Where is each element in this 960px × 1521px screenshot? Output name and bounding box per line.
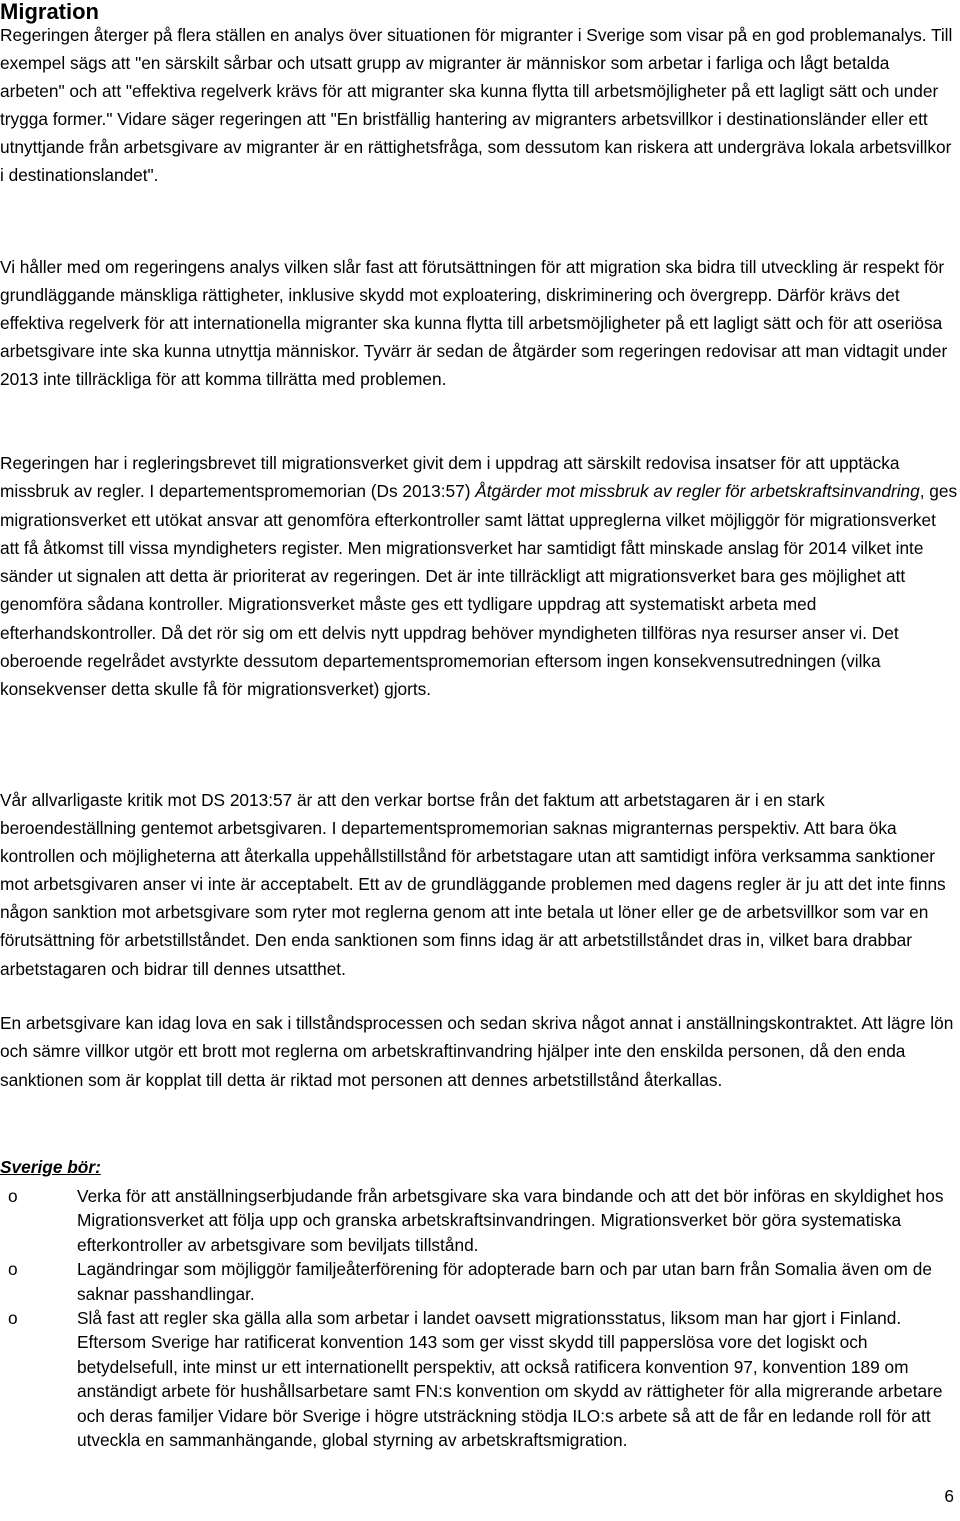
- recommendations-list: [0, 1184, 958, 1452]
- paragraph-3: [0, 449, 958, 704]
- bullet-marker: o: [8, 1186, 18, 1206]
- bullet-marker: o: [8, 1259, 18, 1280]
- list-item-text: Verka för att anställningserbjudande från arbetsgivare ska vara bindande och att det bör införas en skyldighet hos Migrationsverket att följa upp och granska arbetskraftsinvandringen. Migrationsverket bör göra systematiska efterkontroller av arbetsgivare som beviljats tillstånd.: [77, 1186, 944, 1255]
- paragraph-1: Regeringen återger på flera ställen en analys över situationen för migranter i Sverige som visar på en god problemanalys. Till exempel sägs att "en särskilt sårbar och utsatt grupp av migranter är människor som arbetar i farliga och lågt betalda arbeten" och att "effektiva regelverk krävs för att migranter ska kunna flytta till arbetsmöjligheter på ett lagligt sätt och under trygga former." Vidare säger regeringen att "En bristfällig hantering av migranters arbetsvillkor i destinationsländer eller ett utnyttjande från arbetsgivare av migranter är en rättighetsfråga, som dessutom kan riskera att undergräva lokala arbetsvillkor i destinationslandet".: [0, 25, 953, 186]
- bullet-marker: o: [8, 1308, 18, 1329]
- list-item: [0, 1184, 958, 1257]
- paragraph-4: Vår allvarligaste kritik mot DS 2013:57 är att den verkar bortse från det faktum att arbetstagaren är i en stark beroendeställning gentemot arbetsgivaren. I departementspromemorian saknas migranternas perspektiv. Att bara öka kontrollen och möjligheterna att återkalla uppehållstillstånd för arbetstagare utan att samtidigt införa verksamma sanktioner mot arbetsgivaren anser vi inte är acceptabelt. Ett av de grundläggande problemen med dagens regler är ju att det inte finns någon sanktion mot arbetsgivare som ryter mot reglerna genom att inte betala ut löner eller ge de arbetsvillkor som var en förutsättning för arbetstillståndet. Den enda sanktionen som finns idag är att arbetstillståndet dras in, vilket bara drabbar arbetstagaren och bidrar till dennes utsatthet.: [0, 790, 946, 979]
- paragraph-3-text-start: Regeringen har i regleringsbrevet till migrationsverket givit dem i uppdrag att särskilt redovisa insatser för att upptäcka missbruk av regler. I departementspromemorian (Ds 2013:57): [0, 453, 900, 502]
- recommendations-heading: Sverige bör:: [0, 1157, 101, 1177]
- list-item-text: Slå fast att regler ska gälla alla som arbetar i landet oavsett migrationsstatus, liksom man har gjort i Finland. Eftersom Sverige har ratificerat konvention 143 som ger visst skydd till papperslösa vore det logiskt och betydelsefull, inte minst ur ett internationellt perspektiv, att också ratificera konvention 97, konvention 189 om anständigt arbete för hushållsarbetare samt FN:s konvention om skydd av rättigheter för alla migrerande arbetare och deras familjer Vidare bör Sverige i högre utsträckning stödja ILO:s arbete så att de får en ledande roll för att utveckla en sammanhängande, global styrning av arbetskraftsmigration.: [77, 1308, 943, 1451]
- publication-title: Åtgärder mot missbruk av regler för arbetskraftsinvandring: [475, 481, 920, 502]
- section-heading: Migration: [0, 0, 99, 24]
- page-number: 6: [944, 1486, 954, 1506]
- list-item: [0, 1257, 958, 1306]
- list-item-text: Lagändringar som möjliggör familjeåterförening för adopterade barn och par utan barn från Somalia även om de saknar passhandlingar.: [77, 1259, 932, 1304]
- paragraph-3-text-end: , ges migrationsverket ett utökat ansvar att genomföra efterkontroller samt lättat uppreglerna vilket möjliggör för migrationsverket att få åtkomst till vissa myndigheters register. Men migrationsverket har samtidigt fått minskade anslag för 2014 vilket inte sänder ut signalen att detta är prioriterat av regeringen. Det är inte tillräckligt att migrationsverket bara ges möjlighet att genomföra sådana kontroller. Migrationsverket måste ges ett tydligare uppdrag att systematiskt arbeta med efterhandskontroller. Då det rör sig om ett delvis nytt uppdrag behöver myndigheten tillföras nya resurser anser vi. Det oberoende regelrådet avstyrkte dessutom departementspromemorian eftersom ingen konsekvensutredningen (vilka konsekvenser detta skulle få för migrationsverket) gjorts.: [0, 481, 958, 700]
- list-item: [0, 1306, 958, 1452]
- paragraph-2: Vi håller med om regeringens analys vilken slår fast att förutsättningen för att migration ska bidra till utveckling är respekt för grundläggande mänskliga rättigheter, inklusive skydd mot exploatering, diskriminering och övergrepp. Därför krävs det effektiva regelverk för att internationella migranter ska kunna flytta till arbetsmöjligheter på ett lagligt sätt och för att oseriösa arbetsgivare inte ska kunna utnyttja människor. Tyvärr är sedan de åtgärder som regeringen redovisar att man vidtagit under 2013 inte tillräckliga för att komma tillrätta med problemen.: [0, 257, 948, 389]
- paragraph-5: En arbetsgivare kan idag lova en sak i tillståndsprocessen och sedan skriva något annat i anställningskontraktet. Att lägre lön och sämre villkor utgör ett brott mot reglerna om arbetskraftinvandring hjälper inte den enskilda personen, då den enda sanktionen som är kopplat till detta är riktad mot personen att dennes arbetstillstånd återkallas.: [0, 1013, 954, 1090]
